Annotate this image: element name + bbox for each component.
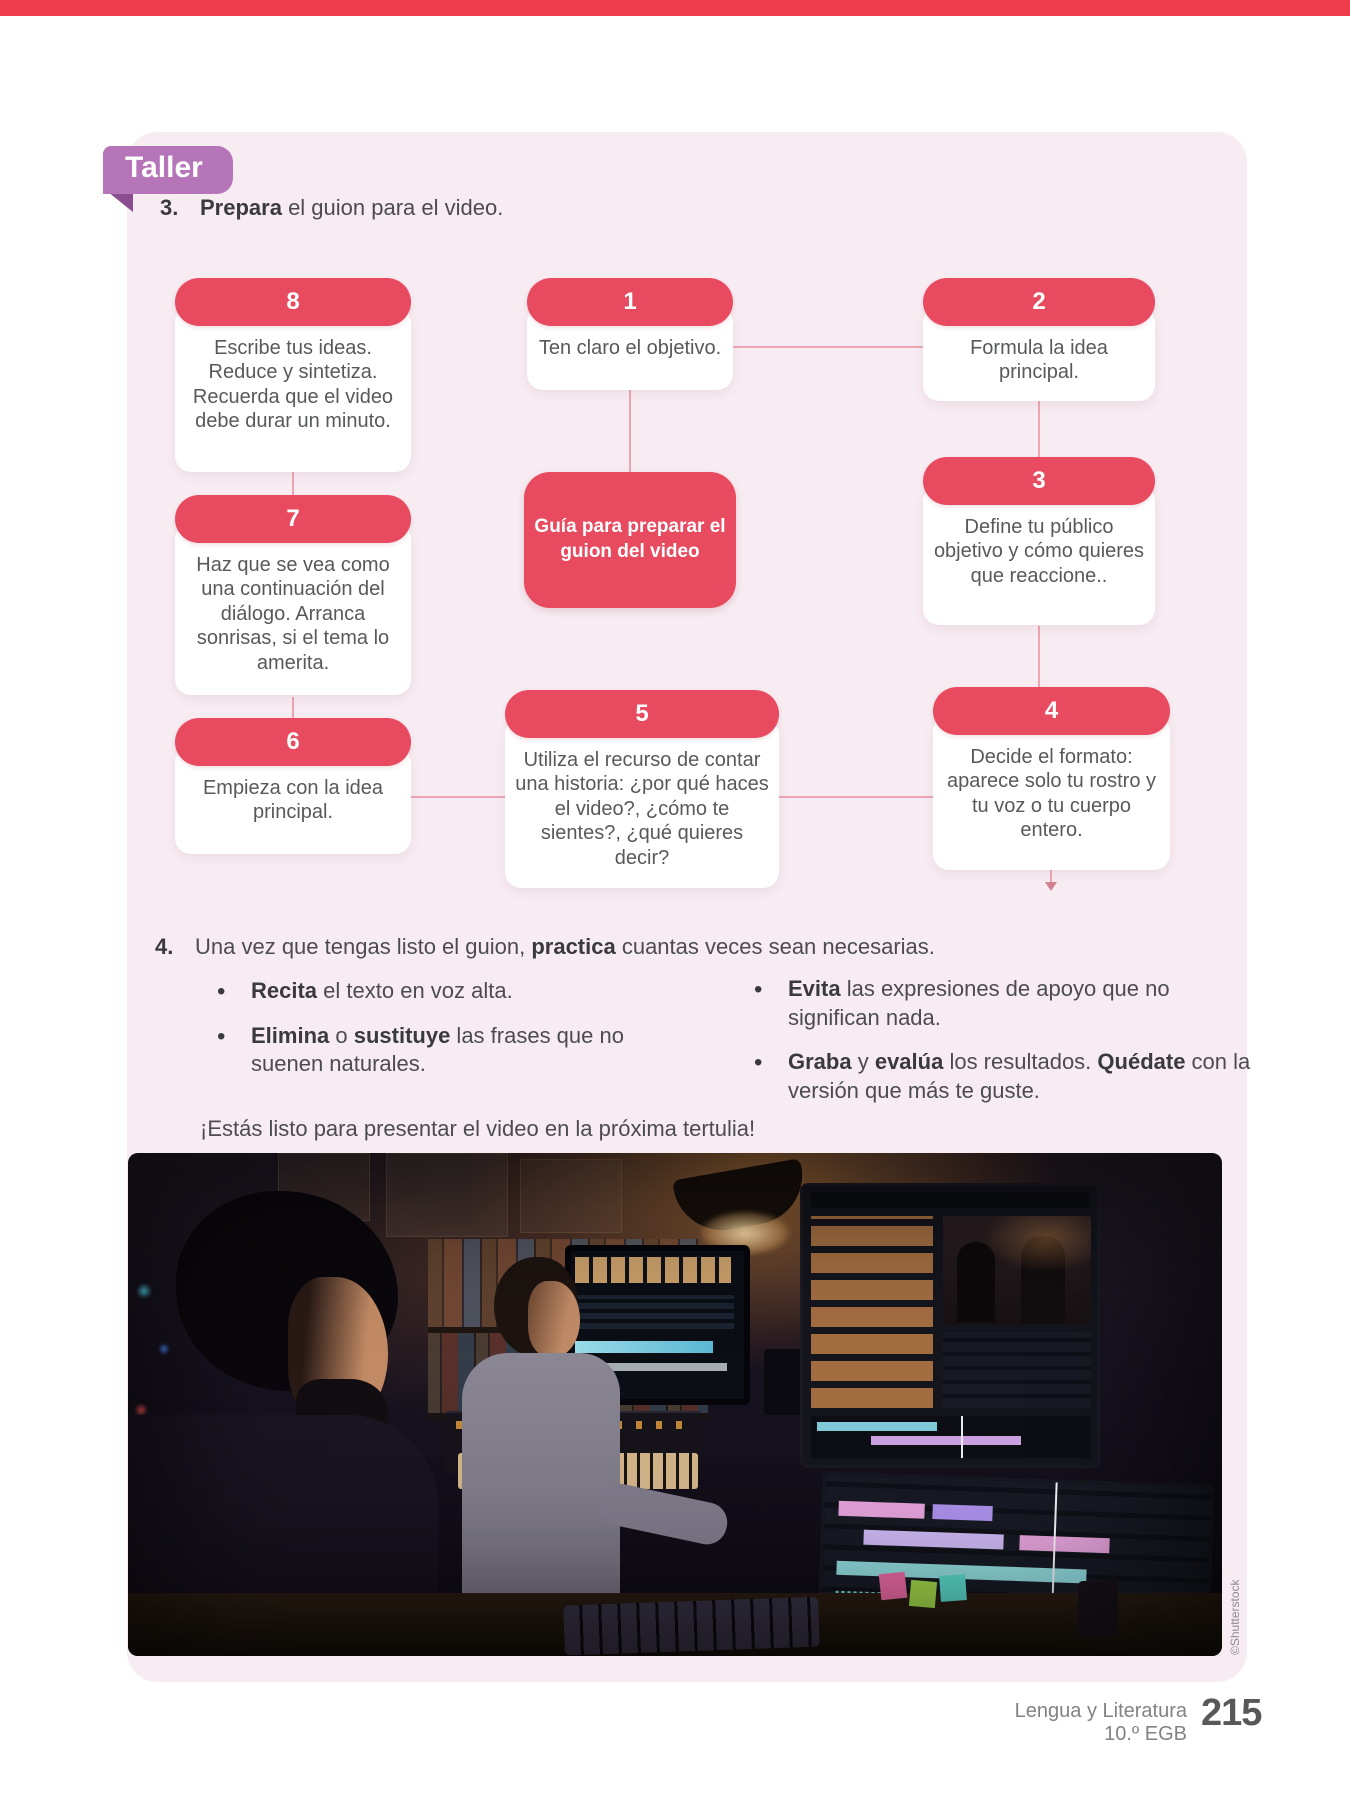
step-3 — [160, 194, 1020, 223]
photo-speaker — [764, 1349, 808, 1415]
photo-monitor-left — [565, 1245, 750, 1405]
photo-timeline-bar — [575, 1341, 713, 1353]
flow-node-6-text: Empieza con la idea principal. — [175, 746, 411, 854]
photo-playhead — [961, 1416, 963, 1458]
photo-poster — [386, 1153, 508, 1237]
flow-node-8-number: 8 — [175, 278, 411, 326]
flow-node-8-text: Escribe tus ideas. Reduce y sintetiza. Recuerda que el video debe durar un minuto. — [175, 306, 411, 472]
photo-playhead — [1050, 1482, 1057, 1636]
step-4-number: 4. — [155, 934, 174, 959]
photo-app-toolbar — [811, 1192, 1089, 1208]
flow-center-node: Guía para preparar el guion del video — [524, 472, 736, 608]
footer-brand-line2: 10.º EGB — [1104, 1723, 1187, 1745]
photo-keyboard — [563, 1597, 820, 1656]
flow-node-7 — [175, 495, 411, 695]
photo-mug — [1078, 1581, 1118, 1637]
photo-monitor-main — [800, 1183, 1100, 1468]
bullet-list-left — [215, 977, 665, 1095]
photo-bin-rows — [943, 1332, 1091, 1408]
photo-led-light — [136, 1283, 152, 1299]
photo-track-lanes — [820, 1474, 1211, 1641]
photo-monitor-timeline — [817, 1471, 1214, 1645]
photo-clip-pink — [838, 1501, 924, 1519]
photo-monitor-left-screen — [571, 1251, 744, 1399]
flow-node-3-number: 3 — [923, 457, 1155, 505]
flow-node-3 — [923, 457, 1155, 625]
photo-preview-figure — [1021, 1236, 1065, 1324]
connector-4-down-stem — [1050, 870, 1052, 882]
bullet-list-right — [752, 975, 1257, 1121]
page-number: 215 — [1201, 1692, 1262, 1734]
photo-clip-purple — [932, 1504, 992, 1521]
flow-node-5-text: Utiliza el recurso de contar una historia: ¿por qué haces el video?, ¿cómo te sientes?, ¿qué quieres decir? — [505, 718, 779, 888]
flow-node-4-number: 4 — [933, 687, 1170, 735]
photo-led-light — [134, 1403, 148, 1417]
footer-brand — [1015, 1700, 1187, 1746]
connector-7-6 — [292, 697, 294, 718]
flow-node-4-text: Decide el formato: aparece solo tu rostro y tu voz o tu cuerpo entero. — [933, 715, 1170, 870]
arrow-down-icon — [1045, 882, 1057, 891]
photo-video-preview — [943, 1216, 1091, 1324]
bullet-graba: • Graba y evalúa los resultados. Quédate con la versión que más te guste. — [752, 1048, 1257, 1105]
photo-keyboard-keys — [563, 1597, 820, 1656]
photo-desk — [128, 1593, 1222, 1656]
photo-thumbnail-strip — [575, 1257, 731, 1283]
connector-1-2 — [733, 346, 923, 348]
photo-editor-man-face — [288, 1277, 388, 1425]
flow-node-5 — [505, 690, 779, 888]
photo-equipment-rack — [446, 1411, 701, 1473]
closing-line: ¡Estás listo para presentar el video en la próxima tertulia! — [200, 1116, 756, 1141]
photo-editor-woman-face — [528, 1281, 580, 1357]
photo-editor-man-hair — [176, 1191, 398, 1391]
photo-timeline-bar — [575, 1363, 727, 1371]
step-4 — [155, 933, 1115, 962]
photo-preview-figure — [957, 1242, 995, 1322]
photo-sticky-note-green — [909, 1580, 937, 1608]
connector-8-7 — [292, 472, 294, 495]
photo-lamp-shade — [672, 1158, 810, 1238]
bullet-elimina: • Elimina o sustituye las frases que no suenen naturales. — [215, 1022, 665, 1079]
photo-monitor-main-screen — [803, 1186, 1097, 1465]
flow-node-1-text: Ten claro el objetivo. — [527, 306, 733, 390]
photo-sticky-note-pink — [879, 1572, 908, 1601]
photo-credit: ©Shutterstock — [1228, 1579, 1242, 1655]
flow-node-7-number: 7 — [175, 495, 411, 543]
photo-preview-glow — [943, 1216, 1091, 1324]
photo-clip — [817, 1422, 937, 1431]
flow-node-1-number: 1 — [527, 278, 733, 326]
flow-node-5-number: 5 — [505, 690, 779, 738]
taller-tag — [103, 146, 233, 194]
photo-poster — [520, 1159, 622, 1233]
photo-editor-woman-hair — [494, 1257, 578, 1357]
photo-led-light — [168, 1453, 178, 1463]
photo-editor-woman-body — [462, 1353, 620, 1656]
flow-node-6 — [175, 718, 411, 854]
flow-node-7-text: Haz que se vea como una continuación del diálogo. Arranca sonrisas, si el tema lo amerita. — [175, 523, 411, 695]
step-4-text: Una vez que tengas listo el guion, practica cuantas veces sean necesarias. — [195, 934, 935, 959]
bullet-evita: • Evita las expresiones de apoyo que no significan nada. — [752, 975, 1257, 1032]
flow-node-2 — [923, 278, 1155, 401]
photo-clip-cyan — [836, 1561, 1086, 1584]
photo-clip-lavender — [863, 1530, 1003, 1550]
flow-node-1 — [527, 278, 733, 390]
photo-track-rows — [575, 1295, 734, 1329]
photo-synth-keys — [458, 1453, 698, 1489]
photo-editor-woman-arm — [595, 1480, 731, 1548]
photo-media-grid — [811, 1216, 933, 1408]
footer-brand-line1: Lengua y Literatura — [1014, 1700, 1187, 1722]
photo-equipment-leds — [456, 1421, 691, 1429]
flow-node-2-text: Formula la idea principal. — [923, 306, 1155, 401]
photo-sticky-note-cyan — [939, 1574, 967, 1602]
photo-editor-man-beard — [296, 1379, 388, 1459]
connector-1-center — [629, 390, 631, 472]
photo-led-light — [158, 1343, 170, 1355]
top-accent-bar — [0, 0, 1350, 16]
connector-5-4 — [779, 796, 933, 798]
photo-audio-waveform — [835, 1591, 1165, 1619]
photo-timeline-screen — [820, 1474, 1211, 1641]
flow-node-6-number: 6 — [175, 718, 411, 766]
flow-node-3-text: Define tu público objetivo y cómo quieres que reaccione.. — [923, 485, 1155, 625]
flow-node-4 — [933, 687, 1170, 870]
connector-2-3 — [1038, 394, 1040, 457]
step-3-text: Prepara el guion para el video. — [200, 195, 504, 220]
step-3-number: 3. — [160, 195, 179, 220]
photo-poster — [278, 1153, 370, 1221]
photo-clip-pink — [1019, 1535, 1109, 1553]
photo-editor-man-body — [128, 1415, 438, 1656]
photo-bookshelf — [428, 1333, 708, 1419]
photo-clip — [871, 1436, 1021, 1445]
connector-3-4 — [1038, 626, 1040, 687]
connector-6-5 — [411, 796, 505, 798]
flow-node-8 — [175, 278, 411, 472]
photo-lamp-glow — [700, 1211, 790, 1255]
photo-timeline-panel — [811, 1416, 1091, 1458]
photo-bookshelf — [428, 1239, 708, 1333]
bullet-recita: • Recita el texto en voz alta. — [215, 977, 665, 1006]
workspace-photo — [128, 1153, 1222, 1656]
taller-tag-label: Taller — [125, 151, 203, 184]
flow-node-2-number: 2 — [923, 278, 1155, 326]
